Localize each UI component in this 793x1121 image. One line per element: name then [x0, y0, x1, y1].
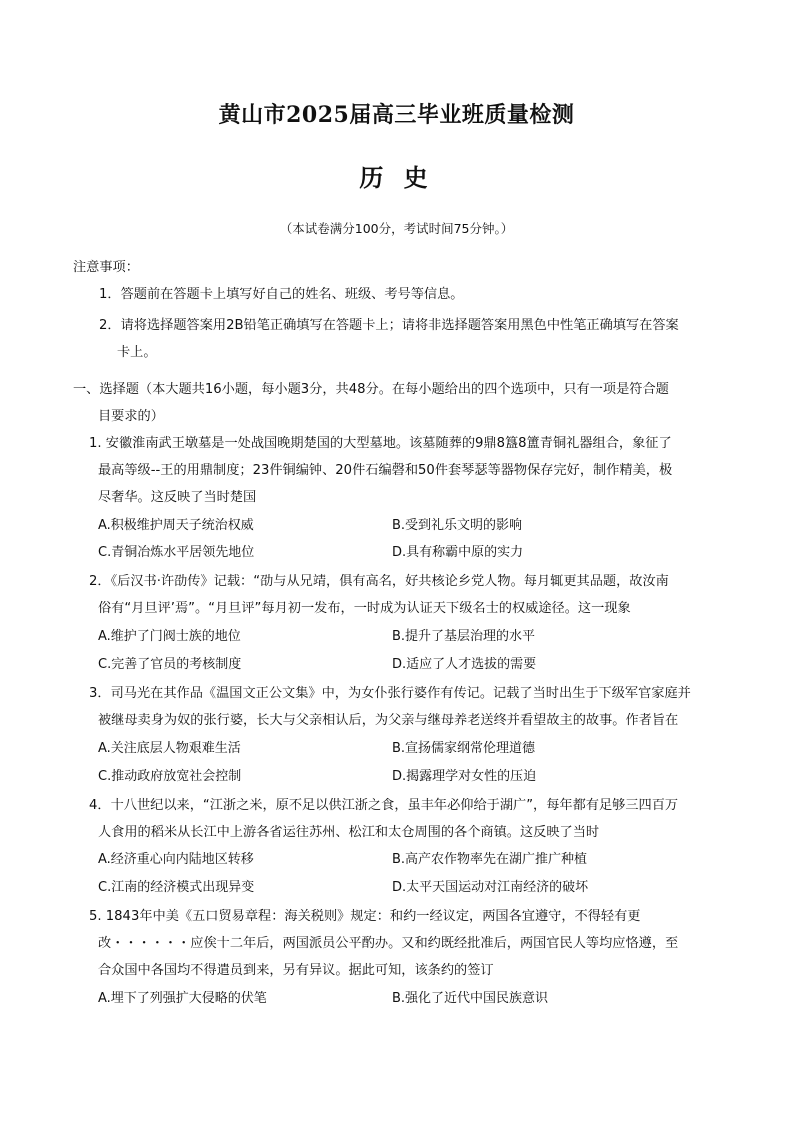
question-1-option-c: C.青铜冶炼水平居领先地位	[98, 545, 255, 560]
question-3-option-b: B.宣扬儒家纲常伦理道德	[392, 741, 536, 756]
question-4-option-d: D.太平天国运动对江南经济的破坏	[392, 880, 589, 895]
question-2-option-b: B.提升了基层治理的水平	[392, 629, 536, 644]
question-5-line-1: 5. 1843年中美《五口贸易章程：海关税则》规定：和约一经议定，两国各宜遵守，不得轻有更	[89, 909, 641, 924]
question-3-option-c: C.推动政府放宽社会控制	[98, 769, 242, 784]
question-1-line-3: 尽奢华。这反映了当时楚国	[98, 490, 257, 505]
question-1-option-b: B.受到礼乐文明的影响	[392, 518, 523, 533]
question-2-option-c: C.完善了官员的考核制度	[98, 657, 242, 672]
question-4-option-b: B.高产农作物率先在湖广推广种植	[392, 852, 588, 867]
question-5-line-3: 合众国中各国均不得遣员到来，另有异议。据此可知，该条约的签订	[98, 963, 494, 978]
question-5-option-a: A.埋下了列强扩大侵略的伏笔	[98, 991, 267, 1006]
question-2-option-d: D.适应了人才选拔的需要	[392, 657, 537, 672]
question-4-line-1: 4．十八世纪以来，“江浙之米，原不足以供江浙之食，虽丰年必仰给于湖广”，每年都有足够三四百万	[89, 798, 679, 813]
section-heading: 一、选择题（本大题共16小题，每小题3分，共48分。在每小题给出的四个选项中，只有一项是符合题	[73, 382, 669, 397]
question-3-option-d: D.揭露理学对女性的压迫	[392, 769, 537, 784]
question-2-option-a: A.维护了门阀士族的地位	[98, 629, 241, 644]
notice-item-1: 1．答题前在答题卡上填写好自己的姓名、班级、考号等信息。	[99, 287, 464, 302]
question-1-line-2: 最高等级--王的用鼎制度；23件铜编钟、20件石编磬和50件套琴瑟等器物保存完好，制作精美，极	[98, 463, 673, 478]
question-1-line-1: 1. 安徽淮南武王墩墓是一处战国晚期楚国的大型墓地。该墓随葬的9鼎8簋8簠青铜礼器组合，象征了	[89, 436, 672, 451]
question-2-line-1: 2．《后汉书·许劭传》记载：“劭与从兄靖，俱有高名，好共核论乡党人物。每月辄更其品题，故汝南	[89, 574, 669, 589]
question-4-option-a: A.经济重心向内陆地区转移	[98, 852, 254, 867]
notice-item-2: 2．请将选择题答案用2B铅笔正确填写在答题卡上；请将非选择题答案用黑色中性笔正确填写在答案	[99, 318, 679, 333]
question-2-line-2: 俗有“月旦评’焉”。“月旦评”每月初一发布，一时成为认证天下级名士的权威途径。这一现象	[98, 601, 631, 616]
section-heading-cont: 目要求的）	[98, 409, 164, 424]
question-1-option-a: A.积极维护周天子统治权威	[98, 518, 254, 533]
question-4-option-c: C.江南的经济模式出现异变	[98, 880, 255, 895]
notice-item-2-cont: 卡上。	[117, 345, 157, 360]
question-3-line-1: 3．司马光在其作品《温国文正公文集》中，为女仆张行婆作有传记。记载了当时出生于下级军官家庭并	[89, 686, 691, 701]
question-5-line-2: 改・・・・・・应俟十二年后，两国派员公平酌办。又和约既经批准后，两国官民人等均应恪遵，至	[98, 936, 679, 951]
exam-note: （本试卷满分100分，考试时间75分钟。）	[279, 221, 514, 236]
exam-title: 黄山市2025届高三毕业班质量检测	[218, 102, 575, 128]
question-1-option-d: D.具有称霸中原的实力	[392, 545, 524, 560]
question-3-line-2: 被继母卖身为奴的张行婆，长大与父亲相认后，为父亲与继母养老送终并看望故主的故事。作者旨在	[98, 713, 679, 728]
question-4-line-2: 人食用的稻米从长江中上游各省运往苏州、松江和太仓周围的各个商镇。这反映了当时	[98, 825, 600, 840]
question-3-option-a: A.关注底层人物艰难生活	[98, 741, 241, 756]
notice-heading: 注意事项：	[73, 260, 139, 275]
question-5-option-b: B.强化了近代中国民族意识	[392, 991, 549, 1006]
subject-title: 历 史	[359, 163, 434, 192]
